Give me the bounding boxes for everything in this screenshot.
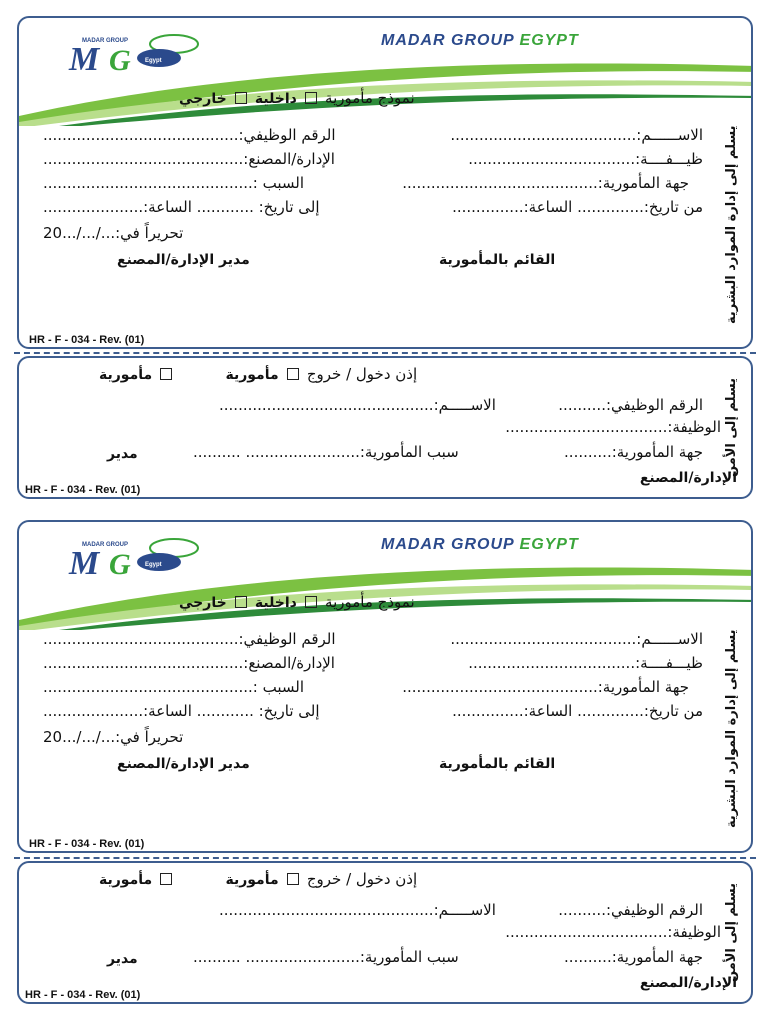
form-title: نموذج مأمورية	[325, 89, 415, 107]
permit-title: إذن دخول / خروج	[306, 870, 418, 888]
permit-side-field[interactable]: جهة المأمورية:..........	[564, 443, 703, 461]
assignee-signature: القائم بالمأمورية	[439, 756, 556, 772]
cut-line	[14, 857, 756, 859]
permit-job-number-field[interactable]: الرقم الوظيفي:..........	[558, 901, 703, 919]
permit-name-field[interactable]: الاســـــم:.............................................	[219, 901, 496, 919]
cut-line	[14, 352, 756, 354]
option1-label: مأمورية	[225, 872, 279, 888]
permit-side-note: يسلم إلى الأمن	[724, 883, 739, 983]
option2-checkbox[interactable]	[160, 368, 172, 380]
manager-signature: مدير الإدارة/المصنع	[117, 252, 250, 268]
reason-field[interactable]: السبب :............................................	[43, 174, 304, 192]
external-checkbox[interactable]	[235, 92, 247, 104]
permit-code: HR - F - 034 - Rev. (01)	[25, 484, 141, 496]
job-field[interactable]: ظيـــفــــة:...................................	[468, 654, 703, 672]
external-label: خارجي	[179, 91, 227, 107]
department-field[interactable]: الإدارة/المصنع:..........................................	[43, 150, 335, 168]
permit-type-row	[99, 869, 417, 888]
permit-reason-field[interactable]: سبب المأمورية:........................ ..........	[193, 948, 459, 966]
permit-manager-label: مدير	[107, 446, 138, 462]
logo-text: MADAR GROUP	[82, 542, 128, 548]
department-field[interactable]: الإدارة/المصنع:..........................................	[43, 654, 335, 672]
option2-label: مأمورية	[99, 367, 153, 383]
permit-side-note: يسلم إلى الأمن	[724, 378, 739, 478]
logo-sub: Egypt	[145, 562, 162, 568]
side-note: يسلم إلى إدارة الموارد البشرية	[724, 630, 739, 829]
manager-signature: مدير الإدارة/المصنع	[117, 756, 250, 772]
permit-title: إذن دخول / خروج	[306, 365, 418, 383]
internal-label: داخلية	[254, 595, 297, 611]
mission-form-1	[17, 16, 753, 349]
mission-side-field[interactable]: جهة المأمورية:.........................................	[402, 174, 689, 192]
external-label: خارجي	[179, 595, 227, 611]
internal-label: داخلية	[254, 91, 297, 107]
reason-field[interactable]: السبب :............................................	[43, 678, 304, 696]
permit-job-number-field[interactable]: الرقم الوظيفي:..........	[558, 396, 703, 414]
permit-job-field[interactable]: الوظيفة:..................................	[505, 923, 721, 941]
logo-text: MADAR GROUP	[82, 38, 128, 44]
option1-checkbox[interactable]	[287, 873, 299, 885]
permit-form-1	[17, 356, 753, 499]
permit-dept-label: الإدارة/المصنع	[639, 470, 737, 486]
job-number-field[interactable]: الرقم الوظيفي:.........................................	[43, 630, 336, 648]
permit-job-field[interactable]: الوظيفة:..................................	[505, 418, 721, 436]
form-type-row	[179, 88, 415, 107]
from-date-field[interactable]: من تاريخ:.............. الساعة:...............	[452, 198, 703, 216]
form-title: نموذج مأمورية	[325, 593, 415, 611]
mission-form-2	[17, 520, 753, 853]
job-field[interactable]: ظيـــفــــة:...................................	[468, 150, 703, 168]
name-field[interactable]: الاســــــم:.......................................	[450, 126, 703, 144]
logo-sub: Egypt	[145, 58, 162, 64]
side-note: يسلم إلى إدارة الموارد البشرية	[724, 126, 739, 325]
permit-manager-label: مدير	[107, 951, 138, 967]
form-code: HR - F - 034 - Rev. (01)	[29, 838, 145, 850]
svg-text:G: G	[109, 548, 131, 581]
svg-text:M: M	[69, 545, 100, 582]
permit-side-field[interactable]: جهة المأمورية:..........	[564, 948, 703, 966]
option1-checkbox[interactable]	[287, 368, 299, 380]
permit-form-2	[17, 861, 753, 1004]
from-date-field[interactable]: من تاريخ:.............. الساعة:...............	[452, 702, 703, 720]
svg-text:M: M	[69, 41, 100, 78]
to-date-field[interactable]: إلى تاريخ: ............ الساعة:.....................	[43, 702, 320, 720]
assignee-signature: القائم بالمأمورية	[439, 252, 556, 268]
svg-text:G: G	[109, 44, 131, 77]
permit-code: HR - F - 034 - Rev. (01)	[25, 989, 141, 1001]
internal-checkbox[interactable]	[305, 92, 317, 104]
option2-checkbox[interactable]	[160, 873, 172, 885]
name-field[interactable]: الاســــــم:.......................................	[450, 630, 703, 648]
permit-type-row	[99, 364, 417, 383]
permit-name-field[interactable]: الاســـــم:.............................................	[219, 396, 496, 414]
internal-checkbox[interactable]	[305, 596, 317, 608]
issue-date-field[interactable]: تحريراً في:.../.../...20	[43, 728, 184, 746]
option1-label: مأمورية	[225, 367, 279, 383]
to-date-field[interactable]: إلى تاريخ: ............ الساعة:.....................	[43, 198, 320, 216]
form-type-row	[179, 592, 415, 611]
form-code: HR - F - 034 - Rev. (01)	[29, 334, 145, 346]
permit-reason-field[interactable]: سبب المأمورية:........................ ..........	[193, 443, 459, 461]
option2-label: مأمورية	[99, 872, 153, 888]
job-number-field[interactable]: الرقم الوظيفي:.........................................	[43, 126, 336, 144]
external-checkbox[interactable]	[235, 596, 247, 608]
permit-dept-label: الإدارة/المصنع	[639, 975, 737, 991]
issue-date-field[interactable]: تحريراً في:.../.../...20	[43, 224, 184, 242]
company-name: MADAR GROUP EGYPT	[381, 536, 579, 553]
company-name: MADAR GROUP EGYPT	[381, 32, 579, 49]
mission-side-field[interactable]: جهة المأمورية:.........................................	[402, 678, 689, 696]
